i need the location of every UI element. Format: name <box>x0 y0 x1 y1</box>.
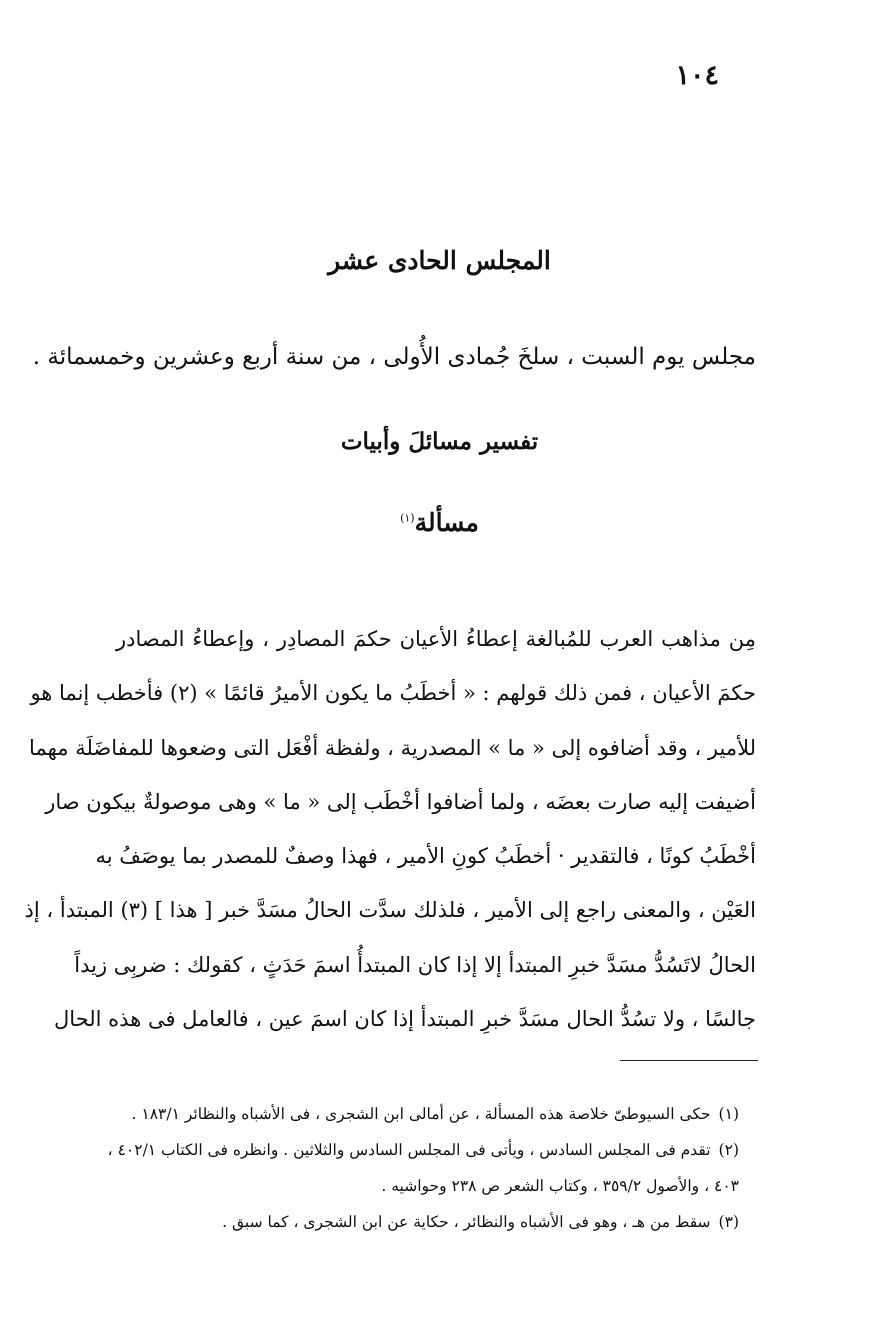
footnote <box>107 1132 739 1168</box>
body-line: أخْطَبُ كونًا ، فالتقدير · أخطَبُ كونِ الأمير ، فهذا وصفٌ للمصدر بما يوصَفُ به <box>95 844 756 869</box>
footnote-text: ٤٠٣ ، والأصول ٣٥٩/٢ ، وكتاب الشعر ص ٢٣٨ وحواشيه . <box>381 1177 739 1195</box>
body-line: الحالُ لاتَسُدُّ مسَدَّ خبرِ المبتدأ إلا إذا كان المبتدأُ اسمَ حَدَثٍ ، كقولك : ضربِى زيداً <box>74 952 756 977</box>
body-line: أضيفت إليه صارت بعضَه ، ولما أضافوا أخْطَب إلى « ما » وهى موصولةٌ بيكون صار <box>45 789 756 814</box>
body-line: جالسًا ، ولا تسُدُّ الحال مسَدَّ خبرِ المبتدأ إذا كان اسمَ عين ، فالعامل فى هذه الحال <box>54 1007 756 1032</box>
issue-title-footnote-ref: (١) <box>400 511 415 525</box>
body-line: مِن مذاهب العرب للمُبالغة إعطاءُ الأعيان حكمَ المصادِر ، وإعطاءُ المصادر <box>116 627 756 651</box>
section-title: تفسير مسائلَ وأبيات <box>340 428 539 455</box>
footnote <box>119 1204 739 1240</box>
body-line: للأمير ، وقد أضافوه إلى « ما » المصدرية ، ولفظة أفْعَل التى وضعوها للمفاضَلَة مهما <box>29 735 756 760</box>
footnote-number: (٢) <box>718 1141 739 1159</box>
footnote-text: سقط من هـ ، وهو فى الأشباه والنظائر ، حكاية عن ابن الشجرى ، كما سبق . <box>222 1213 711 1231</box>
footnote-text: تقدم فى المجلس السادس ، ويأتى فى المجلس السادس والثلاثين . وانظره فى الكتاب ٤٠٢/١ ، <box>107 1141 711 1159</box>
footnote-separator <box>620 1060 758 1061</box>
chapter-title: المجلس الحادى عشر <box>328 246 551 275</box>
issue-title <box>0 508 879 537</box>
body-line: العَيْن ، والمعنى راجع إلى الأمير ، فلذلك سدَّت الحالُ مسَدَّ خبر [ هذا ] (٣) المبتدأ ، إذ <box>24 898 756 923</box>
footnote-number: (١) <box>718 1105 739 1123</box>
footnote-number: (٣) <box>718 1213 739 1231</box>
issue-title-text: مسألة <box>414 508 479 537</box>
footnote-continuation <box>119 1168 739 1204</box>
footnote <box>119 1096 739 1132</box>
session-line: مجلس يوم السبت ، سلخَ جُمادى الأُولى ، من سنة أربع وعشرين وخمسمائة . <box>32 344 756 370</box>
body-paragraph <box>24 612 756 1046</box>
page-number: ١٠٤ <box>675 60 719 91</box>
footnote-text: حكى السيوطىّ خلاصة هذه المسألة ، عن أمالى ابن الشجرى ، فى الأشباه والنظائر ١٨٣/١ . <box>131 1105 711 1123</box>
footnotes <box>107 1096 739 1240</box>
body-line: حكمَ الأعيان ، فمن ذلك قولهم : « أخطَبُ ما يكون الأميرُ قائمًا » (٢) فأخطب إنما هو <box>30 681 756 706</box>
